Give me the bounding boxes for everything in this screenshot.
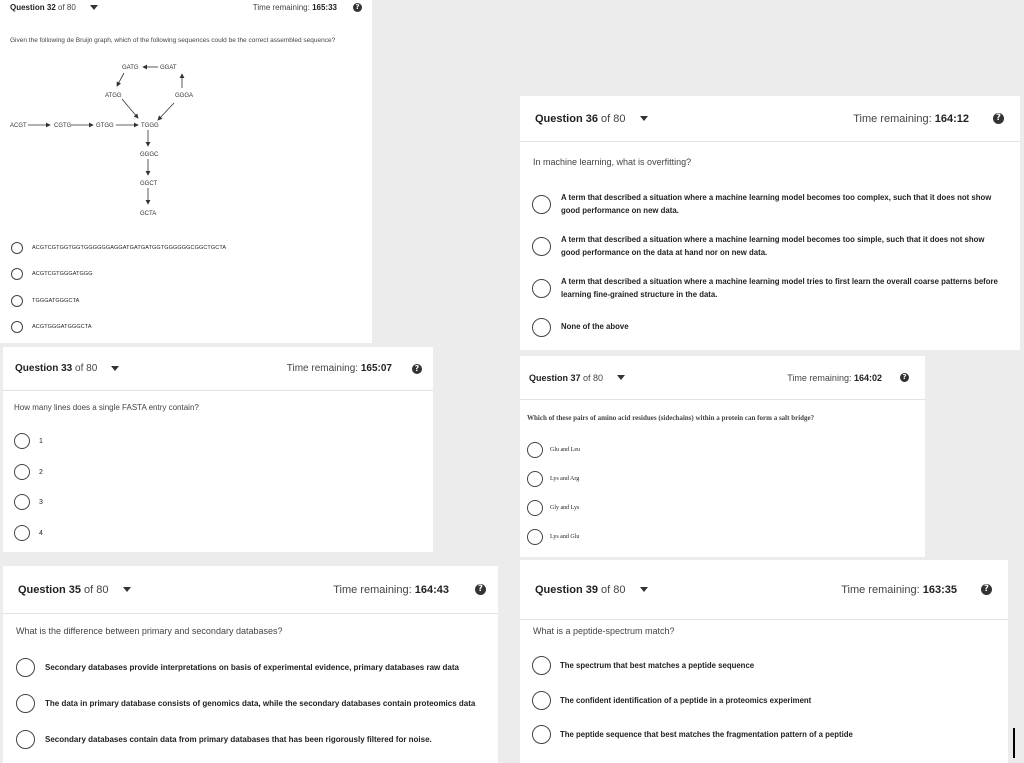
node-ggct: GGCT [140,181,158,187]
answer-option[interactable]: The data in primary database consists of genomics data, while the secondary databases contain proteomics data [16,694,475,713]
text-cursor [1013,728,1015,758]
answer-option[interactable]: 4 [14,525,43,541]
question-header [3,347,433,391]
radio-button[interactable] [14,525,30,541]
chevron-down-icon[interactable] [617,375,625,380]
help-circle-icon[interactable]: ? [353,3,362,12]
chevron-down-icon[interactable] [640,587,648,592]
radio-button[interactable] [14,494,30,510]
radio-button[interactable] [527,500,543,516]
answer-option[interactable]: The confident identification of a peptide in a proteomics experiment [532,691,811,710]
answer-option[interactable]: ACGTCGTGGGATGGG [11,268,93,280]
question-header [520,96,1020,142]
answer-option[interactable]: 2 [14,464,43,480]
radio-button[interactable] [16,694,35,713]
question-header [520,356,925,400]
help-circle-icon[interactable]: ? [412,364,422,374]
radio-button[interactable] [11,321,23,333]
radio-button[interactable] [527,471,543,487]
node-acgt: ACGT [10,123,27,129]
node-tggg: TGGG [141,123,159,129]
help-circle-icon[interactable]: ? [475,584,486,595]
answer-option[interactable]: A term that described a situation where a machine learning model becomes too complex, such that it does not show good performance on new data. [532,192,1003,217]
time-remaining: Time remaining: 164:43 [333,583,449,596]
question-text: Given the following de Bruijn graph, which of the following sequences could be the correct assembled sequence? [10,37,336,44]
chevron-down-icon[interactable] [640,116,648,121]
answer-option[interactable]: Lys and Arg [527,471,579,487]
radio-button[interactable] [532,195,551,214]
answer-option[interactable]: 1 [14,433,43,449]
chevron-down-icon[interactable] [90,5,98,10]
question-title: Question 39 of 80 [535,583,626,596]
question-title: Question 37 of 80 [529,372,604,383]
answer-option[interactable]: None of the above [532,318,1003,337]
radio-button[interactable] [532,237,551,256]
radio-button[interactable] [11,242,23,254]
node-atgg: ATGG [105,93,122,99]
answer-option[interactable]: Glu and Leu [527,442,580,458]
node-gatg: GATG [122,65,139,71]
answer-option[interactable]: Gly and Lys [527,500,579,516]
question-title: Question 32 of 80 [10,2,76,12]
radio-button[interactable] [532,279,551,298]
question-33-panel [3,347,433,552]
question-39-panel [520,560,1008,763]
radio-button[interactable] [532,656,551,675]
help-circle-icon[interactable]: ? [993,113,1004,124]
node-ggga: GGGA [175,93,194,99]
radio-button[interactable] [532,691,551,710]
question-text: In machine learning, what is overfitting? [533,157,692,167]
de-bruijn-graph [0,58,372,228]
question-header [520,560,1008,620]
node-ggat: GGAT [160,65,177,71]
help-circle-icon[interactable]: ? [900,373,909,382]
answer-option[interactable]: The spectrum that best matches a peptide sequence [532,656,754,675]
radio-button[interactable] [11,268,23,280]
question-text: What is a peptide-spectrum match? [533,626,675,636]
answer-option[interactable]: A term that described a situation where a machine learning model becomes too simple, such that it does not show good performance on the data at hand nor on new data. [532,234,1003,259]
time-remaining: Time remaining: 163:35 [841,583,957,596]
answer-option[interactable]: ACGTGGGATGGGCTA [11,321,92,333]
answer-option[interactable]: Lys and Glu [527,529,579,545]
time-remaining: Time remaining: 165:07 [286,363,392,374]
question-text: Which of these pairs of amino acid residues (sidechains) within a protein can form a salt bridge? [527,414,815,422]
answer-option[interactable]: ACGTCGTGGTGGTGGGGGGAGGATGATGATGGTGGGGGGCGGCTGCTA [11,242,226,254]
node-gggc: GGGC [140,152,159,158]
help-circle-icon[interactable]: ? [981,584,992,595]
question-title: Question 36 of 80 [535,112,626,125]
radio-button[interactable] [527,442,543,458]
question-text: How many lines does a single FASTA entry contain? [14,403,199,412]
time-remaining: Time remaining: 164:12 [853,112,969,125]
question-text: What is the difference between primary and secondary databases? [16,626,283,636]
time-remaining: Time remaining: 165:33 [252,2,337,12]
question-header [0,0,372,14]
answer-option[interactable]: Secondary databases provide interpretations on basis of experimental evidence, primary databases raw data [16,658,459,677]
question-title: Question 33 of 80 [15,363,98,374]
question-37-panel [520,356,925,557]
question-header [3,566,498,614]
time-remaining: Time remaining: 164:02 [787,372,882,383]
radio-button[interactable] [11,295,23,307]
chevron-down-icon[interactable] [123,587,131,592]
node-gtgg: GTGG [96,123,114,129]
chevron-down-icon[interactable] [111,366,119,371]
question-36-panel [520,96,1020,350]
radio-button[interactable] [14,433,30,449]
answer-option[interactable]: A term that described a situation where a machine learning model tries to first learn the overall coarse patterns before learning fine-grained structure in the data. [532,276,1003,301]
question-32-panel [0,0,372,343]
answer-option[interactable]: 3 [14,494,43,510]
node-cgtg: CGTG [54,123,72,129]
answer-option[interactable]: The peptide sequence that best matches the fragmentation pattern of a peptide [532,725,853,744]
answer-option[interactable]: TGGGATGGGCTA [11,295,79,307]
question-35-panel [3,566,498,763]
radio-button[interactable] [14,464,30,480]
question-title: Question 35 of 80 [18,583,109,596]
radio-button[interactable] [532,725,551,744]
radio-button[interactable] [527,529,543,545]
node-gcta: GCTA [140,211,157,217]
radio-button[interactable] [532,318,551,337]
answer-option[interactable]: Secondary databases contain data from primary databases that has been rigorously filtered for noise. [16,730,432,749]
radio-button[interactable] [16,730,35,749]
radio-button[interactable] [16,658,35,677]
